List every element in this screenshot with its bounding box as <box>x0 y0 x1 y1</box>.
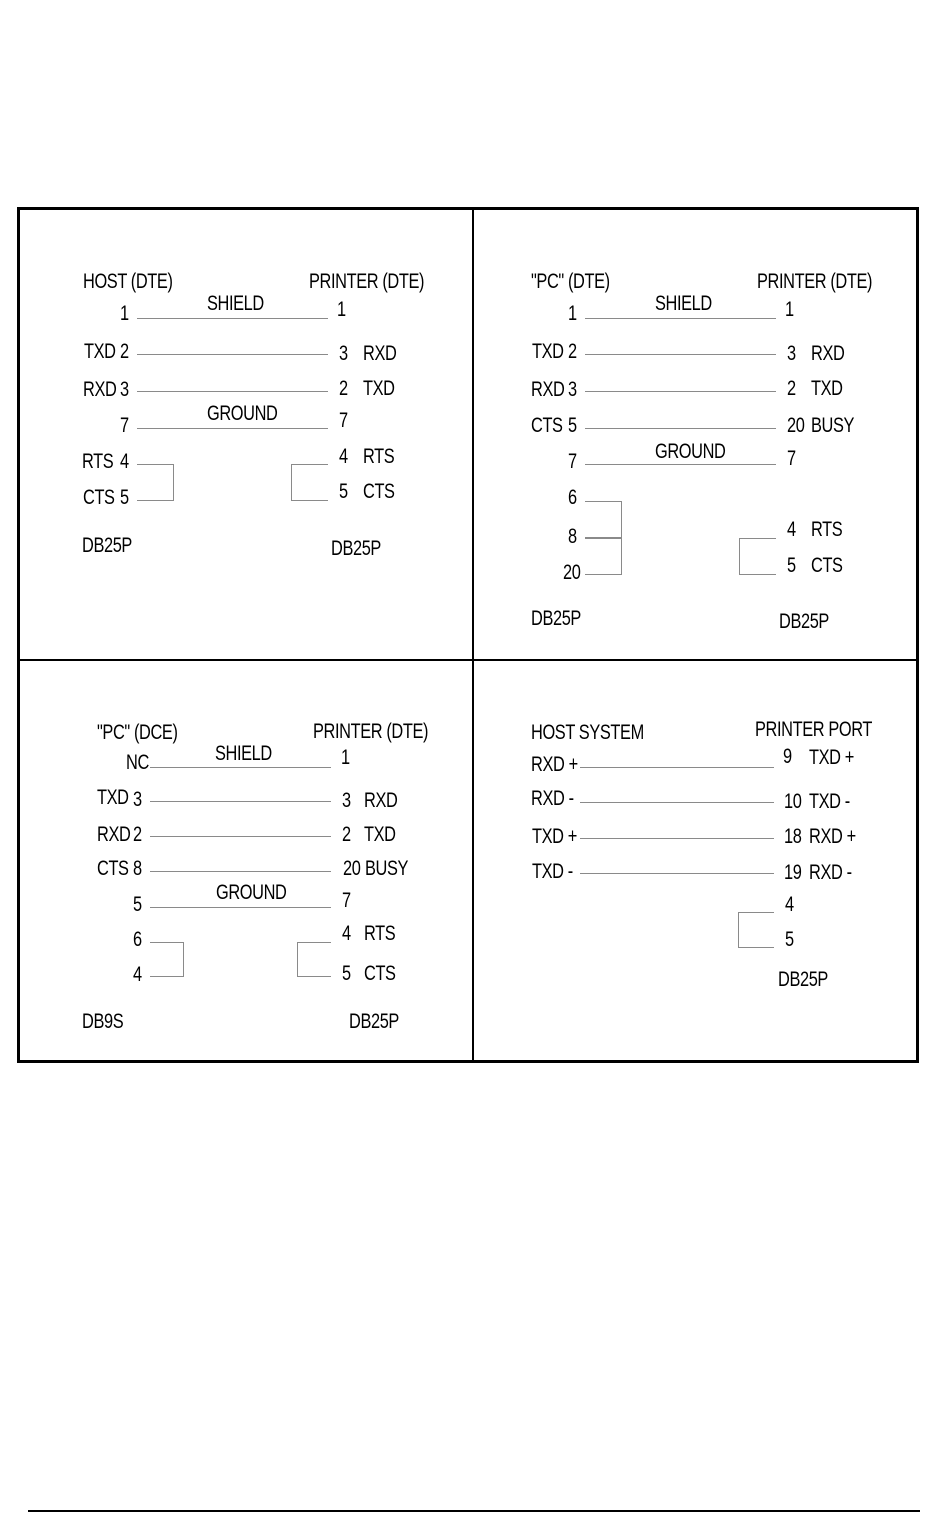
right-connector: DB25P <box>331 537 381 560</box>
right-pin: 1 <box>341 746 350 769</box>
left-signal: TXD <box>97 786 129 809</box>
left-title: "PC" (DCE) <box>97 721 178 744</box>
wire <box>137 354 328 355</box>
left-pin: 20 <box>563 561 581 584</box>
wire <box>585 391 776 392</box>
loopback-jumper-left <box>150 942 184 977</box>
wire <box>580 767 774 768</box>
left-signal: RXD <box>83 378 117 401</box>
shield-label: SHIELD <box>207 292 264 315</box>
left-pin: 3 <box>133 788 142 811</box>
right-connector: DB25P <box>349 1010 399 1033</box>
right-signal: RXD <box>811 342 845 365</box>
right-pin: 19 <box>784 861 802 884</box>
footer-rule <box>28 1510 920 1512</box>
loopback-jumper-right <box>739 538 776 575</box>
left-signal: RXD - <box>531 787 574 810</box>
loopback-jumper-left <box>137 464 174 501</box>
left-signal: RTS <box>82 450 114 473</box>
right-signal: CTS <box>363 480 395 503</box>
left-pin: 8 <box>133 857 142 880</box>
left-signal: TXD <box>532 340 564 363</box>
right-signal: CTS <box>364 962 396 985</box>
left-signal: RXD <box>97 823 131 846</box>
left-title: HOST (DTE) <box>83 270 173 293</box>
right-pin: 4 <box>339 445 348 468</box>
left-title: "PC" (DTE) <box>531 270 610 293</box>
left-connector: DB9S <box>82 1010 124 1033</box>
ground-wire <box>585 464 776 465</box>
right-connector: DB25P <box>779 610 829 633</box>
right-title: PRINTER (DTE) <box>757 270 873 293</box>
ground-label: GROUND <box>216 881 287 904</box>
left-signal: CTS <box>531 414 563 437</box>
left-signal: TXD + <box>532 825 577 848</box>
shield-wire <box>150 767 331 768</box>
shield-label: SHIELD <box>215 742 272 765</box>
left-pin: 6 <box>568 486 577 509</box>
left-signal: RXD <box>531 378 565 401</box>
wire <box>137 391 328 392</box>
right-signal: RTS <box>363 445 395 468</box>
left-signal: RXD + <box>531 753 578 776</box>
ground-label: GROUND <box>207 402 278 425</box>
left-pin: 2 <box>120 340 129 363</box>
wire <box>580 802 774 803</box>
left-signal: NC <box>126 751 149 774</box>
wire <box>585 354 776 355</box>
right-pin: 10 <box>784 790 802 813</box>
wire <box>150 836 331 837</box>
left-pin: 1 <box>120 302 129 325</box>
shield-label: SHIELD <box>655 292 712 315</box>
right-pin: 5 <box>785 928 794 951</box>
right-signal: RXD - <box>809 861 852 884</box>
right-signal: TXD + <box>809 746 854 769</box>
right-pin: 3 <box>342 789 351 812</box>
ground-wire <box>137 428 328 429</box>
left-connector: DB25P <box>531 607 581 630</box>
left-signal: CTS <box>83 486 115 509</box>
right-title: PRINTER (DTE) <box>309 270 425 293</box>
right-pin: 7 <box>342 889 351 912</box>
panel-divider-vertical <box>472 210 474 1060</box>
wire <box>150 871 331 872</box>
left-pin: 7 <box>568 450 577 473</box>
ground-wire <box>150 907 331 908</box>
left-pin: 4 <box>120 450 129 473</box>
right-signal: RXD + <box>809 825 856 848</box>
right-signal: RTS <box>811 518 843 541</box>
loopback-jumper-right <box>291 464 328 501</box>
left-title: HOST SYSTEM <box>531 721 644 744</box>
shield-wire <box>585 318 776 319</box>
left-connector: DB25P <box>82 534 132 557</box>
right-pin: 3 <box>339 342 348 365</box>
left-pin: 4 <box>133 963 142 986</box>
wire <box>585 428 776 429</box>
panel-divider-horizontal <box>20 659 916 661</box>
right-pin: 5 <box>339 480 348 503</box>
right-pin: 9 <box>783 745 792 768</box>
right-signal: TXD <box>364 823 396 846</box>
diagram-frame <box>17 207 919 1063</box>
jumper-8-20 <box>585 538 622 575</box>
left-pin: 3 <box>120 378 129 401</box>
right-pin: 2 <box>787 377 796 400</box>
right-connector: DB25P <box>778 968 828 991</box>
right-pin: 7 <box>339 409 348 432</box>
right-signal: TXD - <box>809 790 850 813</box>
right-signal: RXD <box>363 342 397 365</box>
left-pin: 5 <box>568 414 577 437</box>
right-pin: 4 <box>342 922 351 945</box>
left-pin: 5 <box>133 893 142 916</box>
left-pin: 2 <box>568 340 577 363</box>
right-title: PRINTER PORT <box>755 718 872 741</box>
right-pin: 5 <box>342 962 351 985</box>
right-pin: 4 <box>787 518 796 541</box>
right-pin: 20 <box>787 414 805 437</box>
right-pin: 18 <box>784 825 802 848</box>
right-signal: BUSY <box>811 414 855 437</box>
right-signal: TXD <box>363 377 395 400</box>
left-pin: 6 <box>133 928 142 951</box>
shield-wire <box>137 318 328 319</box>
right-signal: RXD <box>364 789 398 812</box>
ground-label: GROUND <box>655 440 726 463</box>
right-pin: 4 <box>785 893 794 916</box>
right-pin: 20 <box>343 857 361 880</box>
right-pin: 3 <box>787 342 796 365</box>
right-pin: 1 <box>785 298 794 321</box>
left-pin: 8 <box>568 525 577 548</box>
left-signal: CTS <box>97 857 129 880</box>
right-pin: 5 <box>787 554 796 577</box>
right-pin: 1 <box>337 298 346 321</box>
left-pin: 1 <box>568 302 577 325</box>
left-pin: 5 <box>120 486 129 509</box>
right-pin: 2 <box>339 377 348 400</box>
right-signal: CTS <box>811 554 843 577</box>
left-pin: 2 <box>133 823 142 846</box>
loopback-jumper-right <box>738 912 774 948</box>
loopback-jumper-right <box>297 942 331 977</box>
wire <box>150 801 331 802</box>
right-pin: 2 <box>342 823 351 846</box>
left-pin: 7 <box>120 414 129 437</box>
jumper-6-8 <box>585 501 622 538</box>
wire <box>580 838 774 839</box>
right-signal: RTS <box>364 922 396 945</box>
left-pin: 3 <box>568 378 577 401</box>
right-signal: TXD <box>811 377 843 400</box>
left-signal: TXD <box>84 340 116 363</box>
left-signal: TXD - <box>532 860 573 883</box>
right-signal: BUSY <box>365 857 409 880</box>
wire <box>580 873 774 874</box>
right-title: PRINTER (DTE) <box>313 720 429 743</box>
right-pin: 7 <box>787 447 796 470</box>
